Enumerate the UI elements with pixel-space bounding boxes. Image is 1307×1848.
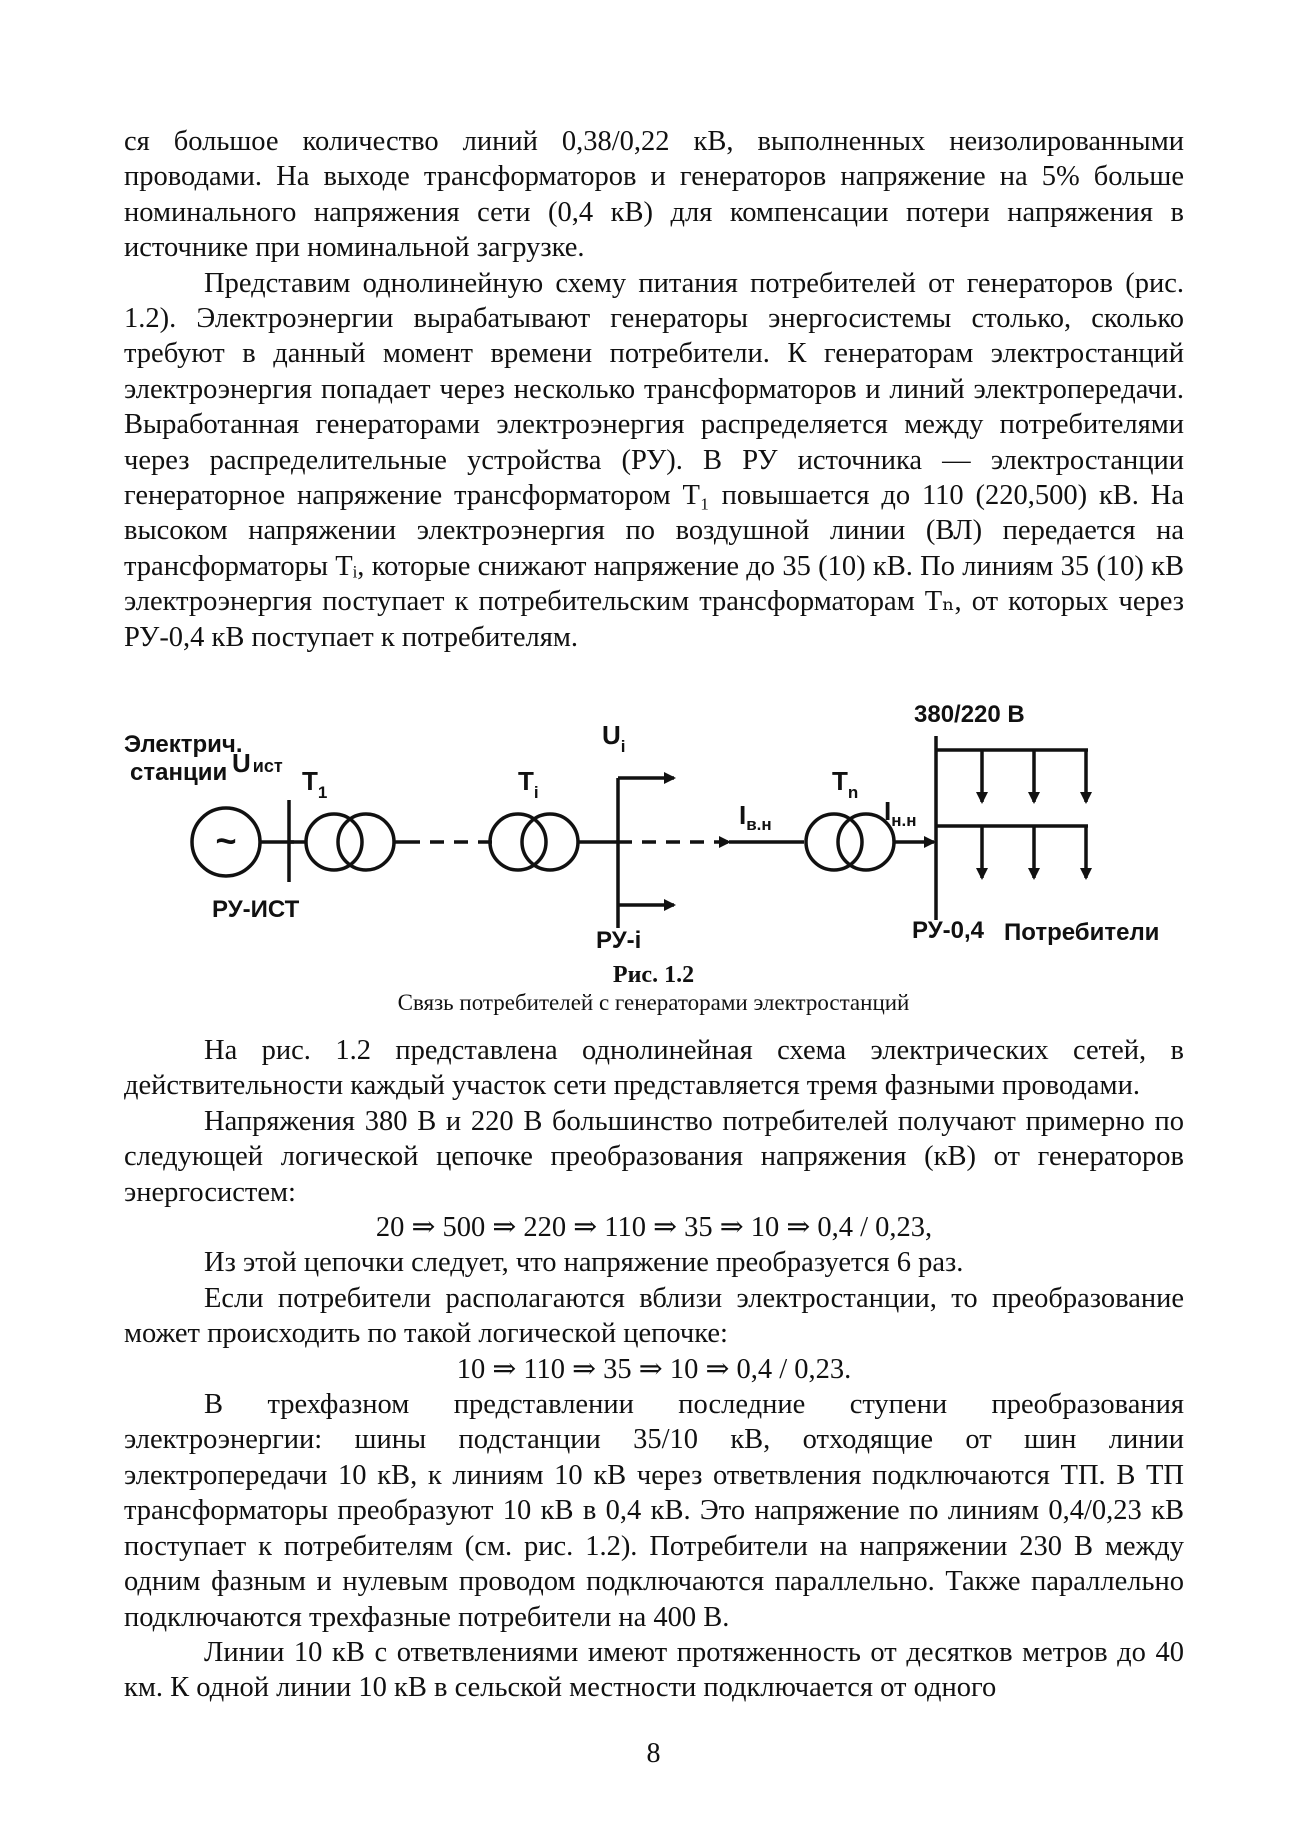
paragraph: Напряжения 380 В и 220 В большинство потребителей получают примерно по следующей логической цепочке преобразования напряжения (кВ) от генераторов энергосистем:	[124, 1105, 1184, 1208]
figure-title: Связь потребителей с генераторами электростанций	[397, 990, 910, 1015]
label-consumers: Потребители	[1004, 919, 1160, 946]
top-text	[124, 124, 1184, 655]
transformer-tn-icon	[806, 814, 894, 870]
paragraph: В трехфазном представлении последние ступени преобразования электроэнергии: шины подстанции 35/10 кВ, отходящие от шин линии электропередачи 10 кВ, к линиям 10 кВ через ответвления подключаются ТП. В ТП трансформаторы преобразуют 10 кВ в 0,4 кВ. Это напряжение по линиям 0,4/0,23 кВ поступает к потребителям (см. рис. 1.2). Потребители на напряжении 230 В между одним фазным и нулевым проводом подключаются параллельно. Также параллельно подключаются трехфазные потребители на 400 В.	[124, 1389, 1184, 1633]
paragraph: Если потребители располагаются вблизи электростанции, то преобразование может происходить по такой логической цепочке:	[124, 1282, 1184, 1350]
label-ui: $U_i$	[602, 720, 626, 756]
transformer-ti-icon	[490, 814, 578, 870]
paragraph: Представим однолинейную схему питания потребителей от генераторов (рис. 1.2). Электроэнергии вырабатывают генераторы энергосистемы столько, сколько требуют в данный момент времени потребители. К генераторам электростанций электроэнергия попадает через несколько трансформаторов и линий электропередачи. Выработанная генераторами электроэнергия распределяется между потребителями через распределительные устройства (РУ). В РУ источника — электростанции генераторное напряжение трансформатором Т₁ повышается до 110 (220,500) кВ. На высоком напряжении электроэнергия по воздушной линии (ВЛ) передается на трансформаторы Тᵢ, которые снижают напряжение до 35 (10) кВ. По линиям 35 (10) кВ электроэнергия поступает к потребительским трансформаторам Тₙ, от которых через РУ-0,4 кВ поступает к потребителям.	[124, 267, 1184, 653]
formula: 20 ⇒ 500 ⇒ 220 ⇒ 110 ⇒ 35 ⇒ 10 ⇒ 0,4 / 0,23,	[375, 1212, 933, 1244]
label-station-line1: Электрич.	[124, 731, 243, 758]
label-tn: $T_n$	[832, 766, 859, 802]
paragraph: Из этой цепочки следует, что напряжение преобразуется 6 раз.	[204, 1247, 964, 1279]
label-ru-04: РУ-0,4	[912, 917, 984, 944]
label-voltage: 380/220 В	[914, 701, 1025, 728]
paragraph: ся большое количество линий 0,38/0,22 кВ, выполненных неизолированными проводами. На выходе трансформаторов и генераторов напряжение на 5% больше номинального напряжения сети (0,4 кВ) для компенсации потери напряжения в источнике при номинальной загрузке.	[124, 126, 1184, 264]
label-i-lv: $I_{н.н}$	[884, 796, 917, 830]
label-ru-i: РУ-i	[596, 927, 642, 954]
figure-diagram	[124, 692, 1184, 972]
generator-symbol: ~	[215, 820, 237, 861]
label-u-src: U ист	[232, 748, 283, 778]
bottom-text	[124, 1033, 1184, 1706]
paragraph: На рис. 1.2 представлена однолинейная схема электрических сетей, в действительности каждый участок сети представляется тремя фазными проводами.	[124, 1035, 1184, 1102]
formula: 10 ⇒ 110 ⇒ 35 ⇒ 10 ⇒ 0,4 / 0,23.	[456, 1353, 852, 1385]
paragraph: Линии 10 кВ с ответвлениями имеют протяженность от десятков метров до 40 км. К одной линии 10 кВ в сельской местности подключается от одного	[124, 1636, 1184, 1704]
label-ti: $T_i$	[518, 766, 539, 802]
label-t1: $T_1$	[302, 766, 328, 802]
transformer-t1-icon	[306, 814, 394, 870]
figure-number: Рис. 1.2	[612, 962, 695, 988]
page-number: 8	[646, 1738, 661, 1769]
label-station-line2: станции	[130, 759, 228, 786]
label-ru-src: РУ-ИСТ	[212, 896, 300, 923]
label-i-hv: $I_{в.н}$	[739, 800, 772, 834]
